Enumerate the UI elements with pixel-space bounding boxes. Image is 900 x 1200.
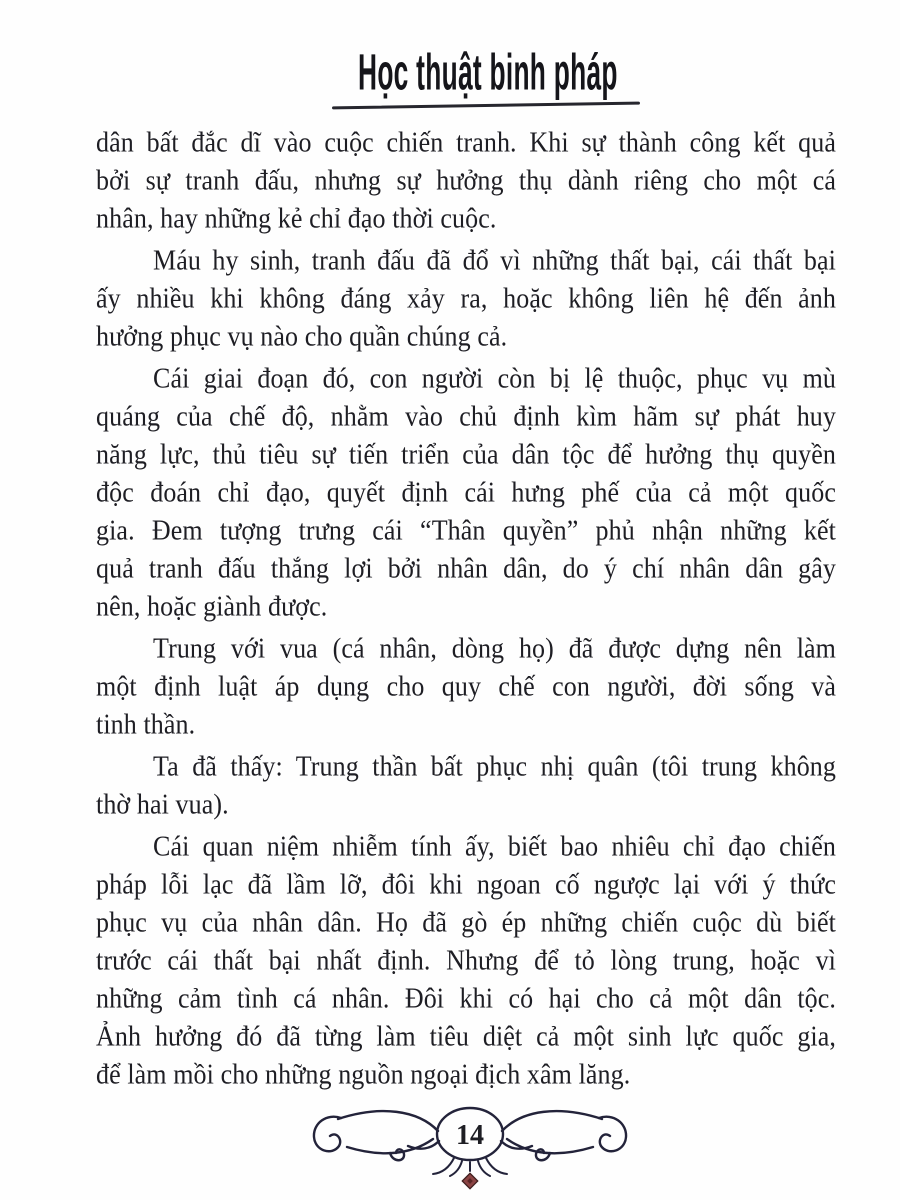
text-line: dân bất đắc dĩ vào cuộc chiến tranh. Khi sự thành công kết quả [96, 126, 836, 159]
text-line: Cái quan niệm nhiễm tính ấy, biết bao nhiêu chỉ đạo chiến [153, 830, 836, 863]
chapter-title: Học thuật binh pháp [358, 42, 618, 101]
text-line: trước cái thất bại nhất định. Nhưng để tỏ lòng trung, hoặc vì [96, 944, 836, 977]
text-line: một định luật áp dụng cho quy chế con người, đời sống và [96, 670, 836, 703]
text-line: bởi sự tranh đấu, nhưng sự hưởng thụ dành riêng cho một cá [96, 164, 836, 197]
text-line: quáng của chế độ, nhằm vào chủ định kìm hãm sự phát huy [96, 400, 836, 433]
text-line: gia. Đem tượng trưng cái “Thân quyền” phủ nhận những kết [96, 514, 836, 547]
flourish-svg [305, 1098, 635, 1194]
text-line: Cái giai đoạn đó, con người còn bị lệ thuộc, phục vụ mù [153, 362, 836, 395]
text-line: phục vụ của nhân dân. Họ đã gò ép những chiến cuộc dù biết [96, 906, 836, 939]
body-text [96, 124, 836, 1094]
title-underline [332, 102, 640, 110]
text-line: tinh thần. [96, 708, 196, 741]
text-line: Ta đã thấy: Trung thần bất phục nhị quân (tôi trung không [153, 750, 836, 783]
text-line: pháp lỗi lạc đã lầm lỡ, đôi khi ngoan cố ngược lại với ý thức [96, 868, 836, 901]
paragraph [96, 242, 836, 356]
text-line: nhân, hay những kẻ chỉ đạo thời cuộc. [96, 202, 497, 235]
text-line: Trung với vua (cá nhân, dòng họ) đã được dựng nên làm [153, 632, 836, 665]
floret-diamond-icon [462, 1173, 478, 1189]
right-flourish-icon [501, 1111, 626, 1160]
paragraph [96, 748, 836, 824]
text-line: Ảnh hưởng đó đã từng làm tiêu diệt cả một sinh lực quốc gia, [96, 1020, 836, 1053]
page-header [0, 42, 900, 107]
text-line: để làm mồi cho những nguồn ngoại địch xâm lăng. [96, 1058, 631, 1091]
footer-flourish-ornament [305, 1098, 635, 1194]
text-line: độc đoán chỉ đạo, quyết định cái hưng phế của cả một quốc [96, 476, 836, 509]
text-line: Máu hy sinh, tranh đấu đã đổ vì những thất bại, cái thất bại [153, 244, 836, 277]
text-line: nên, hoặc giành được. [96, 590, 328, 623]
text-line: thờ hai vua). [96, 788, 229, 821]
text-line: ấy nhiều khi không đáng xảy ra, hoặc không liên hệ đến ảnh [96, 282, 836, 315]
text-line: những cảm tình cá nhân. Đôi khi có hại cho cả một dân tộc. [96, 982, 836, 1015]
paragraph [96, 360, 836, 626]
paragraph [96, 124, 836, 238]
text-line: quả tranh đấu thắng lợi bởi nhân dân, do ý chí nhân dân gây [96, 552, 836, 585]
paragraph [96, 630, 836, 744]
paragraph [96, 828, 836, 1094]
text-line: hưởng phục vụ nào cho quần chúng cả. [96, 320, 508, 353]
text-line: năng lực, thủ tiêu sự tiến triển của dân tộc để hưởng thụ quyền [96, 438, 836, 471]
page-number: 14 [456, 1120, 484, 1151]
page-footer [0, 1098, 900, 1194]
left-flourish-icon [314, 1111, 439, 1160]
